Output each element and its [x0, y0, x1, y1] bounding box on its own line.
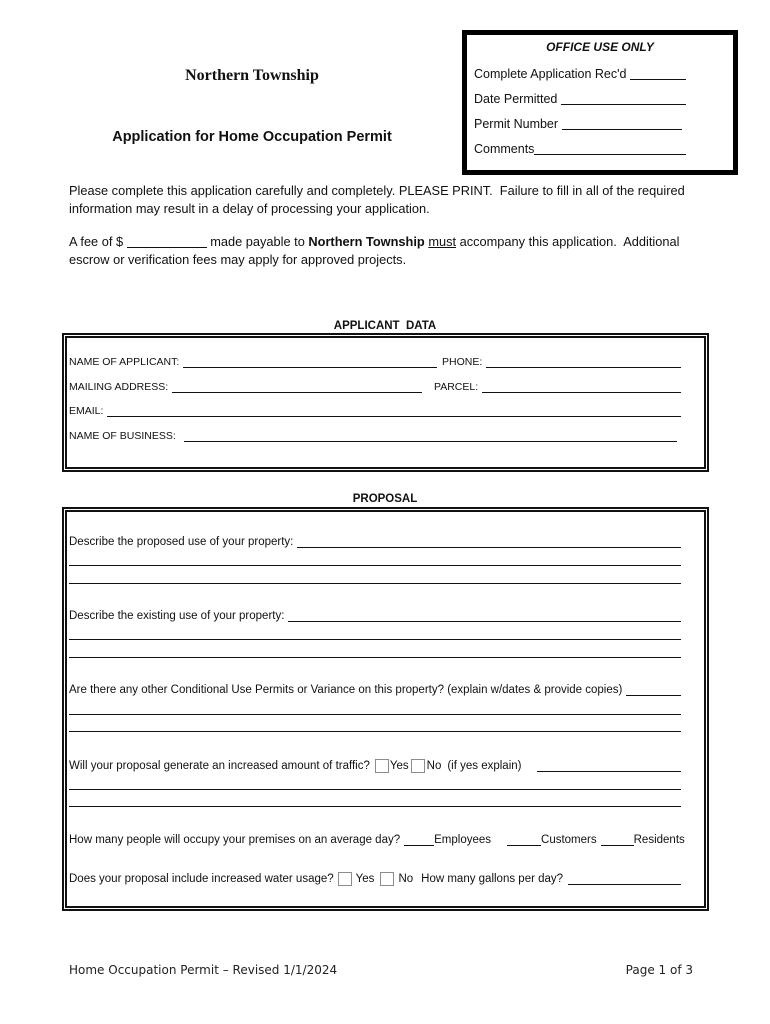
employees-count-field[interactable]: [404, 833, 434, 846]
residents-label: Residents: [633, 834, 685, 846]
existing-use-field[interactable]: [288, 609, 681, 622]
traffic-explain-line[interactable]: [69, 789, 681, 790]
business-name-field[interactable]: [184, 429, 677, 442]
parcel-group: [434, 380, 681, 394]
other-permits-row: [69, 683, 681, 697]
township-name: Northern Township: [185, 67, 319, 84]
mailing-address-group: [69, 380, 422, 394]
applicant-data-heading: APPLICANT DATA: [333, 320, 437, 332]
application-received-field[interactable]: [630, 67, 686, 80]
date-permitted-label: Date Permitted: [474, 92, 558, 106]
applicant-name-group: [69, 355, 437, 369]
phone-label: PHONE:: [442, 356, 483, 368]
business-name-label: NAME OF BUSINESS:: [69, 430, 176, 442]
fee-payable-to: made payable to: [210, 234, 305, 249]
proposed-use-field[interactable]: [297, 535, 681, 548]
application-received-label: Complete Application Rec'd: [474, 67, 627, 81]
applicant-row-address-parcel: [69, 380, 681, 394]
applicant-row-name-phone: [69, 355, 681, 369]
water-question: Does your proposal include increased water usage?: [69, 873, 334, 885]
other-permits-line[interactable]: [69, 714, 681, 715]
mailing-address-label: MAILING ADDRESS:: [69, 381, 169, 393]
traffic-row: [69, 759, 681, 773]
fee-payee: Northern Township: [308, 234, 425, 249]
fee-line-1: [69, 233, 679, 251]
mailing-address-field[interactable]: [172, 380, 422, 393]
office-use-title: OFFICE USE ONLY: [546, 40, 654, 54]
email-label: EMAIL:: [69, 405, 104, 417]
email-field[interactable]: [107, 404, 681, 417]
existing-use-question: Describe the existing use of your property:: [69, 610, 285, 622]
applicant-name-field[interactable]: [183, 355, 437, 368]
water-no-checkbox[interactable]: [380, 872, 394, 886]
fee-amount-field[interactable]: [127, 236, 207, 248]
parcel-label: PARCEL:: [434, 381, 479, 393]
customers-count-field[interactable]: [507, 833, 541, 846]
applicant-row-business: [69, 429, 677, 443]
gallons-question: How many gallons per day?: [421, 873, 564, 885]
phone-group: [442, 355, 681, 369]
water-yes-checkbox[interactable]: [338, 872, 352, 886]
occupancy-row: [69, 833, 699, 847]
permit-number-label: Permit Number: [474, 117, 559, 131]
office-row-comments: [474, 142, 686, 156]
traffic-no-checkbox[interactable]: [411, 759, 425, 773]
water-row: [69, 872, 681, 886]
proposal-heading: PROPOSAL: [352, 493, 418, 505]
traffic-explain-line[interactable]: [69, 806, 681, 807]
fee-paragraph: [69, 233, 679, 269]
applicant-data-box: [62, 333, 709, 472]
traffic-question: Will your proposal generate an increased amount of traffic?: [69, 760, 370, 772]
applicant-name-label: NAME OF APPLICANT:: [69, 356, 180, 368]
proposed-use-row: [69, 535, 681, 549]
traffic-yes-checkbox[interactable]: [375, 759, 389, 773]
footer-page-number: Page 1 of 3: [625, 963, 693, 977]
other-permits-field[interactable]: [626, 683, 681, 696]
office-use-box: [462, 30, 738, 175]
permit-number-field[interactable]: [562, 117, 682, 130]
parcel-field[interactable]: [482, 380, 681, 393]
comments-field[interactable]: [534, 142, 686, 155]
occupancy-question: How many people will occupy your premises on an average day?: [69, 834, 401, 846]
office-row-date-permitted: [474, 92, 686, 106]
existing-use-line[interactable]: [69, 639, 681, 640]
traffic-no-label: No: [426, 760, 442, 772]
comments-label: Comments: [474, 142, 535, 156]
fee-emphasis: must: [428, 234, 457, 249]
proposed-use-line[interactable]: [69, 583, 681, 584]
traffic-yes-label: Yes: [389, 760, 409, 772]
fee-line-2: escrow or verification fees may apply for approved projects.: [69, 252, 407, 267]
footer-revision: Home Occupation Permit – Revised 1/1/2024: [69, 963, 338, 977]
customers-label: Customers: [541, 834, 597, 846]
existing-use-line[interactable]: [69, 657, 681, 658]
proposed-use-question: Describe the proposed use of your property:: [69, 536, 294, 548]
water-no-label: No: [398, 873, 414, 885]
date-permitted-field[interactable]: [561, 92, 686, 105]
fee-suffix: accompany this application. Additional: [459, 234, 680, 249]
traffic-explain-field[interactable]: [537, 759, 681, 772]
instructions-paragraph: [69, 182, 685, 218]
existing-use-row: [69, 609, 681, 623]
other-permits-line[interactable]: [69, 731, 681, 732]
instructions-line-1: Please complete this application carefully and completely. PLEASE PRINT. Failure to fill in all of the required: [69, 183, 685, 198]
employees-label: Employees: [434, 834, 492, 846]
phone-field[interactable]: [486, 355, 681, 368]
office-row-permit-number: [474, 117, 682, 131]
proposed-use-line[interactable]: [69, 565, 681, 566]
gallons-per-day-field[interactable]: [568, 872, 681, 885]
form-title: Application for Home Occupation Permit: [112, 129, 392, 145]
proposal-box: [62, 507, 709, 911]
residents-count-field[interactable]: [601, 833, 634, 846]
traffic-explain-note: (if yes explain): [447, 760, 522, 772]
office-row-application-received: [474, 67, 686, 81]
other-permits-question: Are there any other Conditional Use Permits or Variance on this property? (explain w/dates & provide copies): [69, 684, 623, 696]
water-yes-label: Yes: [355, 873, 375, 885]
fee-prefix: A fee of $: [69, 234, 124, 249]
instructions-line-2: information may result in a delay of processing your application.: [69, 201, 430, 216]
applicant-row-email: [69, 404, 681, 418]
